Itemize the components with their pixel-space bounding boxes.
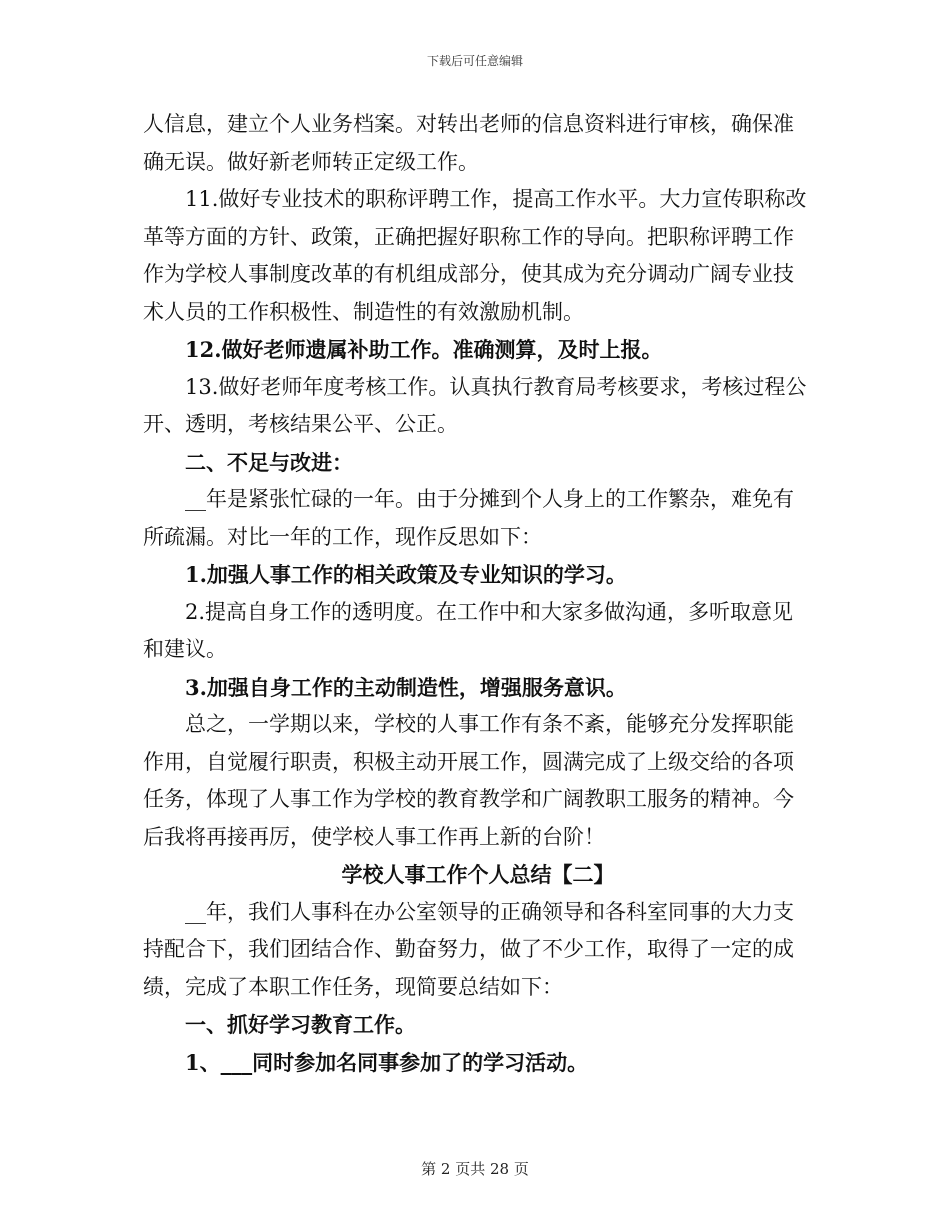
paragraph: 12.做好老师遗属补助工作。准确测算，及时上报。 [185, 337, 663, 362]
paragraph: 总之，一学期以来，学校的人事工作有条不紊，能够充分发挥职能作用，自觉履行职责，积极主动开展工作，圆满完成了上级交给的各项任务，体现了人事工作为学校的教育教学和广阔教职工服务的精神。今后我将再接再厉，使学校人事工作再上新的台阶！ [143, 712, 794, 849]
page-footer: 第 2 页共 28 页 [421, 1160, 529, 1178]
document-title: 学校人事工作个人总结【二】 [341, 862, 615, 887]
paragraph: 1.加强人事工作的相关政策及专业知识的学习。 [185, 562, 627, 587]
paragraph: 人信息，建立个人业务档案。对转出老师的信息资料进行审核，确保准确无误。做好新老师转正定级工作。 [143, 112, 794, 174]
document-body [143, 106, 813, 1081]
page-header: 下载后可任意编辑 [426, 54, 523, 68]
paragraph: 2.提高自身工作的透明度。在工作中和大家多做沟通，多听取意见和建议。 [143, 599, 794, 661]
section-heading: 二、不足与改进： [185, 449, 353, 475]
paragraph: 1、___同时参加名同事参加了的学习活动。 [185, 1049, 589, 1075]
paragraph: 3.加强自身工作的主动制造性，增强服务意识。 [185, 674, 627, 700]
paragraph: 11.做好专业技术的职称评聘工作，提高工作水平。大力宣传职称改革等方面的方针、政策，正确把握好职称工作的导向。把职称评聘工作作为学校人事制度改革的有机组成部分，使其成为充分调动广阔专业技术人员的工作积极性、制造性的有效激励机制。 [143, 187, 807, 324]
paragraph: __年是紧张忙碌的一年。由于分摊到个人身上的工作繁杂，难免有所疏漏。对比一年的工作，现作反思如下： [143, 487, 794, 549]
paragraph: 13.做好老师年度考核工作。认真执行教育局考核要求，考核过程公开、透明，考核结果公平、公正。 [143, 374, 807, 436]
section-heading: 一、抓好学习教育工作。 [185, 1012, 416, 1037]
paragraph: __年，我们人事科在办公室领导的正确领导和各科室同事的大力支持配合下，我们团结合作、勤奋努力，做了不少工作，取得了一定的成绩，完成了本职工作任务，现简要总结如下： [143, 899, 794, 999]
